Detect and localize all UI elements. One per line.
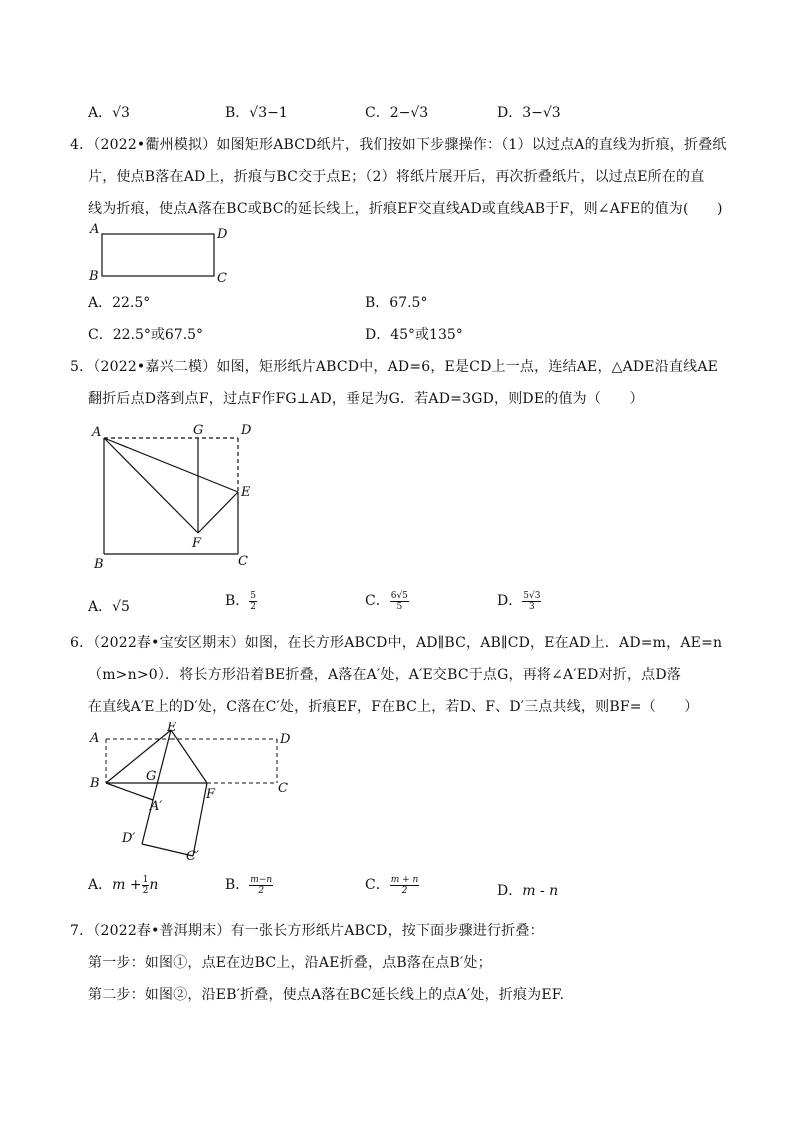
q4-option-d: D．45°或135° xyxy=(365,327,463,343)
q5-option-a: A．√5 xyxy=(88,599,130,615)
q5-label-d: D xyxy=(241,423,252,438)
q3-option-d: D．3−√3 xyxy=(497,105,561,121)
q6-option-c: C． $\frac{m + n}{2}$ xyxy=(365,874,419,896)
q3-option-c: C．2−√3 xyxy=(365,105,429,121)
q6-option-a: A．m + $\frac{1}{2}$ n xyxy=(88,874,159,896)
q6-option-c-fraction: $\frac{m + n}{2}$ xyxy=(390,874,419,896)
q5-label-a: A xyxy=(92,425,102,440)
q6-label-g: G xyxy=(146,769,157,784)
q6-label-d: D xyxy=(280,732,291,747)
q6-option-b: B． $\frac{m-n}{2}$ xyxy=(225,874,273,896)
q5-label-g: G xyxy=(193,423,204,438)
q6-text-line2: （m>n>0）．将长方形沿着BE折叠，A落在A′处，A′E交BC于点G，再将∠A′ED对折，点D落 xyxy=(88,667,682,683)
q4-label-d: D xyxy=(217,227,228,242)
q6-label-c-prime: C′ xyxy=(186,849,199,864)
q4-rectangle-figure xyxy=(80,222,240,284)
q5-option-a-value: √5 xyxy=(112,599,130,615)
q6-label-c: C xyxy=(278,781,288,796)
q4-rect-abcd xyxy=(102,234,214,276)
q6-option-b-fraction: $\frac{m-n}{2}$ xyxy=(250,874,273,896)
q4-option-a: A．22.5° xyxy=(88,295,151,311)
q6-label-e: E xyxy=(167,722,177,735)
q7-text-line1: 7．（2022春•普洱期末）有一张长方形纸片ABCD，按下面步骤进行折叠： xyxy=(70,923,544,939)
q4-label-c: C xyxy=(217,271,227,284)
q5-option-d-fraction: $\frac{5√3}{3}$ xyxy=(523,590,541,612)
q5-option-c-fraction: $\frac{6√5}{5}$ xyxy=(390,590,408,612)
q6-text-line1: 6．（2022春•宝安区期末）如图，在长方形ABCD中，AD∥BC，AB∥CD，E在AD上．AD=m，AE=n xyxy=(70,635,723,651)
q5-text-line1: 5．（2022•嘉兴二模）如图，矩形纸片ABCD中，AD=6，E是CD上一点，连结AE，△ADE沿直线AE xyxy=(70,359,719,375)
q6-label-d-prime: D′ xyxy=(122,831,136,846)
q5-label-c: C xyxy=(238,554,248,569)
q5-label-e: E xyxy=(241,485,251,500)
q4-label-b: B xyxy=(89,269,99,284)
q7-text-line3: 第二步：如图②，沿EB′折叠，使点A落在BC延长线上的点A′处，折痕为EF. xyxy=(88,987,565,1003)
q5-option-b: B． $\frac{5}{2}$ xyxy=(225,590,257,612)
q5-label-b: B xyxy=(94,557,104,572)
q6-label-b: B xyxy=(90,776,100,791)
q5-option-d: D． $\frac{5√3}{3}$ xyxy=(497,590,541,612)
q6-fold-figure xyxy=(82,722,302,868)
q3-option-b: B．√3−1 xyxy=(225,105,288,121)
q5-label-f: F xyxy=(192,536,202,551)
q6-label-a-prime: A′ xyxy=(150,799,163,814)
q6-option-a-fraction: $\frac{1}{2}$ xyxy=(142,874,149,896)
q6-option-d: D．m - n xyxy=(497,883,559,899)
q6-label-a: A xyxy=(90,731,100,746)
q4-label-a: A xyxy=(90,222,100,237)
q4-text-line1: 4．（2022•衢州模拟）如图矩形ABCD纸片，我们按如下步骤操作：（1）以过点A的直线为折痕，折叠纸 xyxy=(70,137,727,153)
q7-text-line2: 第一步：如图①，点E在边BC上，沿AE折叠，点B落在点B′处； xyxy=(88,955,492,971)
q5-option-b-fraction: $\frac{5}{2}$ xyxy=(250,590,257,612)
q4-option-c: C．22.5°或67.5° xyxy=(88,327,204,343)
q3-option-a: A．√3 xyxy=(88,105,130,121)
q4-text-line2: 片，使点B落在AD上，折痕与BC交于点E；（2）将纸片展开后，再次折叠纸片，以过点E所在的直 xyxy=(88,169,705,185)
q4-text-line3: 线为折痕，使点A落在BC或BC的延长线上，折痕EF交直线AD或直线AB于F，则∠AFE的值为( ) xyxy=(88,201,723,217)
q4-option-b: B．67.5° xyxy=(365,295,428,311)
q6-text-line3: 在直线A′E上的D′处，C落在C′处，折痕EF，F在BC上，若D、F、D′三点共线，则BF=（ ） xyxy=(88,699,699,715)
q5-fold-figure xyxy=(86,420,266,572)
q5-option-c: C． $\frac{6√5}{5}$ xyxy=(365,590,408,612)
q5-text-line2: 翻折后点D落到点F，过点F作FG⊥AD，垂足为G．若AD=3GD，则DE的值为（ ） xyxy=(88,391,644,407)
q6-label-f: F xyxy=(206,787,216,802)
